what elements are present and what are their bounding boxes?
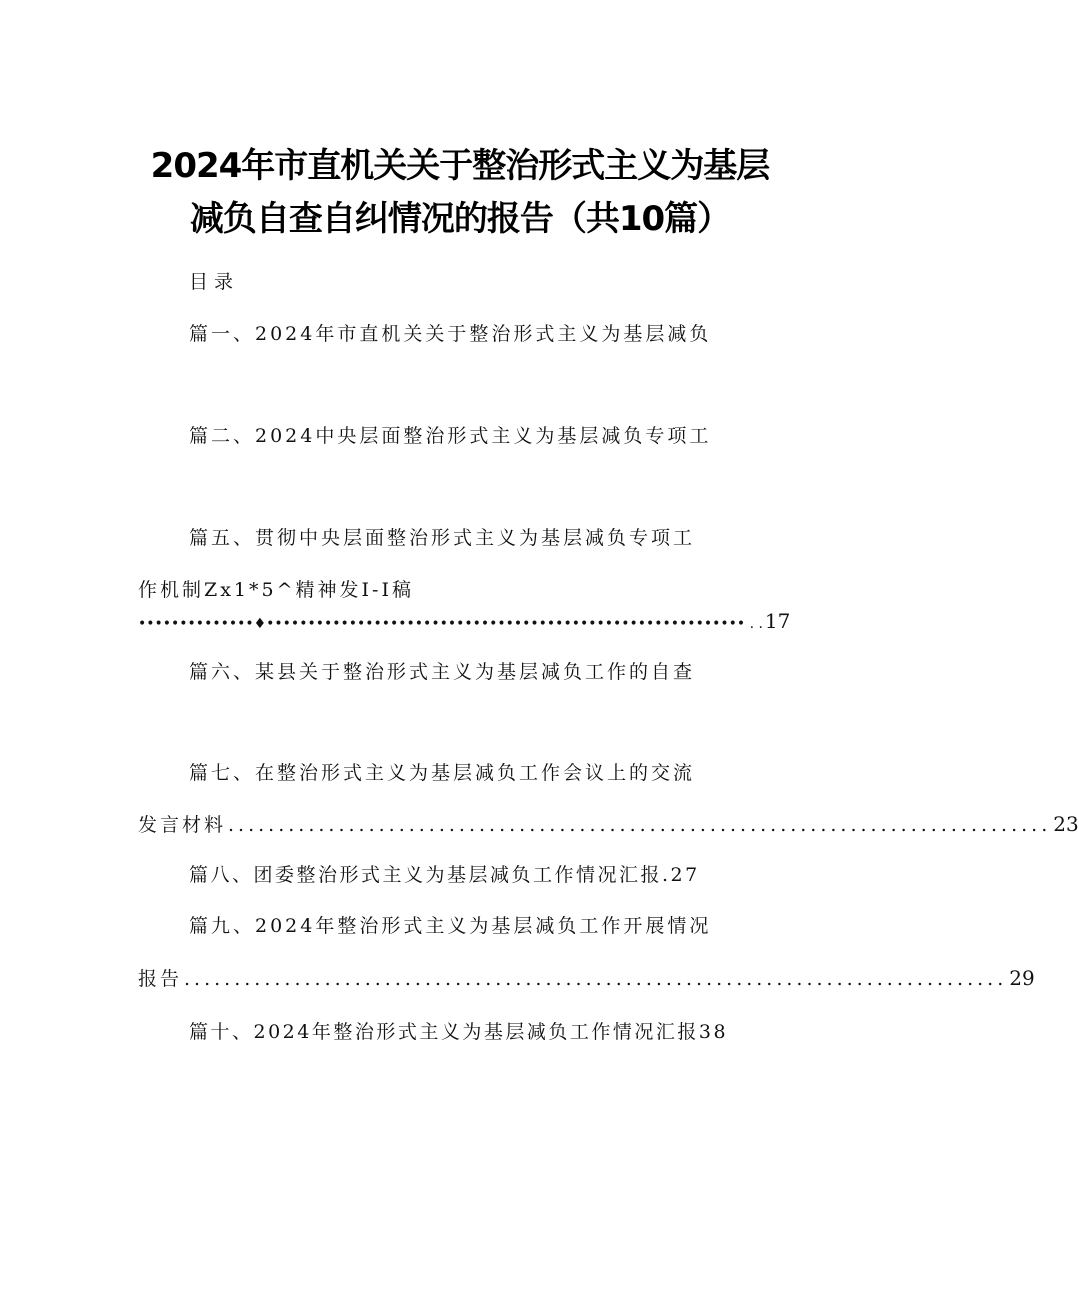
toc-entry-5-leader: ••••••••••••••♦•••••••••••••••••••••••••••••••••••••••••••••••••••••••••• . .: [138, 616, 763, 632]
toc-entry-5-line-1[interactable]: 篇五、贯彻中央层面整治形式主义为基层减负专项工: [189, 527, 696, 549]
toc-entry-9-line-2[interactable]: [138, 966, 1035, 991]
toc-entry-9-leader: ..................................................................................: [184, 968, 1008, 990]
document-title-line-1: 2024年市直机关关于整治形式主义为基层: [150, 146, 770, 186]
toc-entry-10[interactable]: 篇十、2024年整治形式主义为基层减负工作情况汇报38: [189, 1021, 729, 1043]
toc-entry-5-line-2[interactable]: 作机制Zx1*5^精神发I-I稿: [138, 579, 414, 601]
toc-entry-8[interactable]: 篇八、团委整治形式主义为基层减负工作情况汇报.27: [189, 864, 700, 886]
toc-entry-7-line-2[interactable]: [138, 812, 1079, 837]
toc-entry-9-label: 报告: [138, 968, 183, 990]
document-title-line-2: 减负自查自纠情况的报告（共10篇）: [189, 199, 731, 239]
toc-entry-9-line-1[interactable]: 篇九、2024年整治形式主义为基层减负工作开展情况: [189, 915, 712, 937]
toc-entry-6[interactable]: 篇六、某县关于整治形式主义为基层减负工作的自查: [189, 661, 696, 683]
toc-entry-7-page: 23: [1053, 812, 1079, 836]
toc-entry-1[interactable]: 篇一、2024年市直机关关于整治形式主义为基层减负: [189, 323, 712, 345]
toc-entry-7-leader: ..................................................................................: [228, 814, 1052, 836]
toc-heading: 目录: [189, 271, 240, 293]
toc-entry-7-label: 发言材料: [138, 814, 227, 836]
toc-entry-7-line-1[interactable]: 篇七、在整治形式主义为基层减负工作会议上的交流: [189, 762, 696, 784]
toc-entry-9-page: 29: [1009, 966, 1035, 990]
toc-entry-5-leader-row: [138, 609, 791, 636]
toc-entry-5-page: 17: [764, 609, 791, 633]
toc-entry-2[interactable]: 篇二、2024中央层面整治形式主义为基层减负专项工: [189, 425, 712, 447]
